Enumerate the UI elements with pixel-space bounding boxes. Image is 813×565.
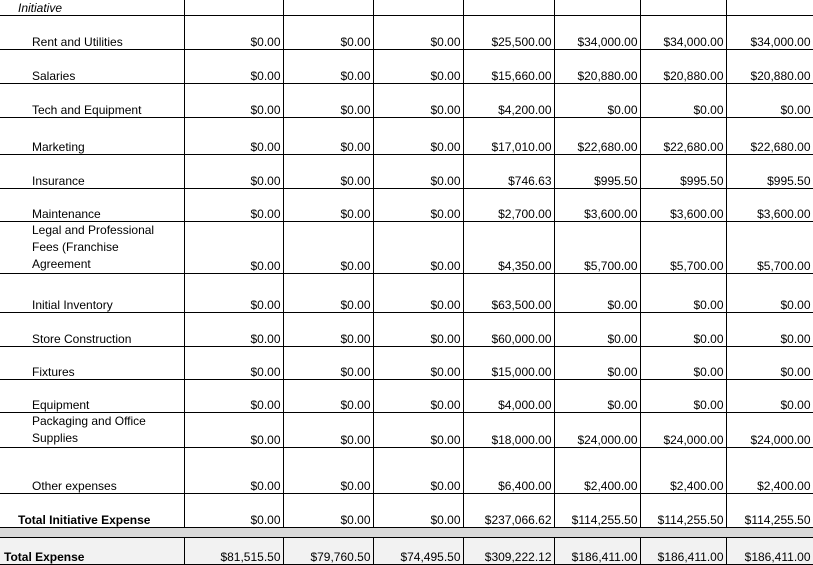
cell[interactable]: $0.00 <box>726 379 813 412</box>
cell[interactable]: $20,880.00 <box>640 49 726 83</box>
separator-row <box>0 527 813 537</box>
cell[interactable]: $0.00 <box>283 49 373 83</box>
cell[interactable]: $114,255.50 <box>726 493 813 527</box>
cell[interactable]: $5,700.00 <box>554 221 640 273</box>
table-row <box>0 379 813 412</box>
cell[interactable]: $2,400.00 <box>640 447 726 493</box>
table-row <box>0 83 813 117</box>
cell[interactable]: $22,680.00 <box>640 117 726 154</box>
cell[interactable]: $4,000.00 <box>463 379 554 412</box>
cell[interactable]: $2,700.00 <box>463 188 554 221</box>
section-title[interactable]: Initiative <box>0 0 184 15</box>
row-label[interactable]: Initial Inventory <box>0 273 184 312</box>
cell[interactable]: $0.00 <box>373 412 463 447</box>
cell[interactable]: $0.00 <box>283 188 373 221</box>
cell[interactable]: $186,411.00 <box>554 537 640 564</box>
cell[interactable]: $0.00 <box>283 379 373 412</box>
cell[interactable]: $0.00 <box>373 49 463 83</box>
cell[interactable]: $2,400.00 <box>726 447 813 493</box>
row-label[interactable]: Store Construction <box>0 312 184 346</box>
cell[interactable]: $34,000.00 <box>726 15 813 49</box>
cell[interactable]: $0.00 <box>283 493 373 527</box>
cell[interactable]: $0.00 <box>373 493 463 527</box>
table-row <box>0 273 813 312</box>
cell[interactable]: $24,000.00 <box>726 412 813 447</box>
cell[interactable]: $0.00 <box>184 49 283 83</box>
cell[interactable]: $0.00 <box>184 15 283 49</box>
cell[interactable]: $0.00 <box>726 83 813 117</box>
cell[interactable] <box>640 0 726 15</box>
row-label[interactable]: Packaging and Office Supplies <box>0 412 184 447</box>
cell[interactable]: $0.00 <box>184 154 283 188</box>
table-row <box>0 15 813 49</box>
cell[interactable]: $0.00 <box>554 312 640 346</box>
cell[interactable]: $3,600.00 <box>640 188 726 221</box>
cell[interactable]: $81,515.50 <box>184 537 283 564</box>
total-initiative-row <box>0 493 813 527</box>
cell[interactable]: $0.00 <box>373 188 463 221</box>
row-label[interactable]: Insurance <box>0 154 184 188</box>
cell[interactable]: $0.00 <box>283 273 373 312</box>
cell[interactable]: $0.00 <box>640 312 726 346</box>
cell[interactable] <box>554 0 640 15</box>
cell[interactable]: $0.00 <box>554 346 640 379</box>
cell[interactable]: $0.00 <box>184 412 283 447</box>
cell[interactable]: $4,200.00 <box>463 83 554 117</box>
cell[interactable]: $5,700.00 <box>640 221 726 273</box>
cell[interactable]: $4,350.00 <box>463 221 554 273</box>
cell[interactable]: $25,500.00 <box>463 15 554 49</box>
cell[interactable]: $0.00 <box>726 273 813 312</box>
row-label[interactable]: Legal and Professional Fees (Franchise Agreement <box>0 221 184 273</box>
cell[interactable]: $186,411.00 <box>640 537 726 564</box>
cell[interactable]: $237,066.62 <box>463 493 554 527</box>
table-row <box>0 154 813 188</box>
table-row <box>0 49 813 83</box>
cell[interactable]: $0.00 <box>283 154 373 188</box>
cell[interactable]: $0.00 <box>373 15 463 49</box>
cell[interactable]: $0.00 <box>373 83 463 117</box>
cell[interactable]: $0.00 <box>283 117 373 154</box>
cell[interactable]: $0.00 <box>184 346 283 379</box>
cell[interactable]: $0.00 <box>283 412 373 447</box>
cell[interactable]: $3,600.00 <box>726 188 813 221</box>
cell[interactable]: $79,760.50 <box>283 537 373 564</box>
row-label[interactable]: Marketing <box>0 117 184 154</box>
cell[interactable] <box>184 0 283 15</box>
separator-cell <box>0 527 813 537</box>
cell[interactable]: $0.00 <box>373 117 463 154</box>
row-label[interactable]: Fixtures <box>0 346 184 379</box>
cell[interactable]: $0.00 <box>373 221 463 273</box>
table-row <box>0 346 813 379</box>
cell[interactable] <box>373 0 463 15</box>
cell[interactable]: $18,000.00 <box>463 412 554 447</box>
cell[interactable]: $6,400.00 <box>463 447 554 493</box>
cell[interactable]: $0.00 <box>640 379 726 412</box>
cell[interactable]: $0.00 <box>283 15 373 49</box>
table-row <box>0 117 813 154</box>
cell[interactable]: $34,000.00 <box>640 15 726 49</box>
cell[interactable]: $0.00 <box>373 346 463 379</box>
cell[interactable]: $34,000.00 <box>554 15 640 49</box>
cell[interactable]: $17,010.00 <box>463 117 554 154</box>
cell[interactable]: $0.00 <box>283 346 373 379</box>
total-initiative-label[interactable]: Total Initiative Expense <box>0 493 184 527</box>
cell[interactable]: $0.00 <box>184 117 283 154</box>
cell[interactable]: $20,880.00 <box>554 49 640 83</box>
cell[interactable]: $63,500.00 <box>463 273 554 312</box>
cell[interactable]: $74,495.50 <box>373 537 463 564</box>
cell[interactable]: $0.00 <box>283 221 373 273</box>
cell[interactable]: $995.50 <box>640 154 726 188</box>
cell[interactable] <box>283 0 373 15</box>
cell[interactable]: $309,222.12 <box>463 537 554 564</box>
table-row <box>0 412 813 447</box>
cell[interactable]: $0.00 <box>283 447 373 493</box>
cell[interactable]: $0.00 <box>373 379 463 412</box>
cell[interactable]: $0.00 <box>184 312 283 346</box>
row-label[interactable]: Equipment <box>0 379 184 412</box>
cell[interactable]: $0.00 <box>373 154 463 188</box>
cell[interactable]: $22,680.00 <box>726 117 813 154</box>
row-label[interactable]: Salaries <box>0 49 184 83</box>
cell[interactable]: $60,000.00 <box>463 312 554 346</box>
cell[interactable]: $0.00 <box>184 379 283 412</box>
cell[interactable]: $186,411.00 <box>726 537 813 564</box>
cell[interactable] <box>463 0 554 15</box>
row-label[interactable]: Maintenance <box>0 188 184 221</box>
cell[interactable]: $0.00 <box>283 312 373 346</box>
cell[interactable]: $15,000.00 <box>463 346 554 379</box>
cell[interactable]: $0.00 <box>726 346 813 379</box>
cell[interactable]: $0.00 <box>184 493 283 527</box>
table-row <box>0 312 813 346</box>
cell[interactable]: $24,000.00 <box>640 412 726 447</box>
cell[interactable] <box>726 0 813 15</box>
cell[interactable]: $0.00 <box>373 273 463 312</box>
section-header-row <box>0 0 813 15</box>
cell[interactable]: $20,880.00 <box>726 49 813 83</box>
cell[interactable]: $114,255.50 <box>554 493 640 527</box>
cell[interactable]: $0.00 <box>373 447 463 493</box>
cell[interactable]: $995.50 <box>554 154 640 188</box>
row-label[interactable]: Rent and Utilities <box>0 15 184 49</box>
cell[interactable]: $0.00 <box>640 273 726 312</box>
total-expense-label[interactable]: Total Expense <box>0 537 184 564</box>
cell[interactable]: $0.00 <box>640 346 726 379</box>
cell[interactable]: $0.00 <box>184 273 283 312</box>
cell[interactable]: $0.00 <box>554 379 640 412</box>
cell[interactable]: $114,255.50 <box>640 493 726 527</box>
cell[interactable]: $0.00 <box>726 312 813 346</box>
table-row <box>0 221 813 273</box>
cell[interactable]: $0.00 <box>184 188 283 221</box>
cell[interactable]: $5,700.00 <box>726 221 813 273</box>
row-label[interactable]: Tech and Equipment <box>0 83 184 117</box>
total-expense-row <box>0 537 813 564</box>
table-row <box>0 188 813 221</box>
row-label[interactable]: Other expenses <box>0 447 184 493</box>
cell[interactable]: $24,000.00 <box>554 412 640 447</box>
cell[interactable]: $0.00 <box>640 83 726 117</box>
cell[interactable]: $995.50 <box>726 154 813 188</box>
cell[interactable]: $0.00 <box>283 83 373 117</box>
cell[interactable]: $2,400.00 <box>554 447 640 493</box>
cell[interactable]: $0.00 <box>554 83 640 117</box>
cell[interactable]: $0.00 <box>184 221 283 273</box>
cell[interactable]: $22,680.00 <box>554 117 640 154</box>
cell[interactable]: $3,600.00 <box>554 188 640 221</box>
cell[interactable]: $0.00 <box>184 447 283 493</box>
cell[interactable]: $0.00 <box>554 273 640 312</box>
cell[interactable]: $15,660.00 <box>463 49 554 83</box>
cell[interactable]: $0.00 <box>184 83 283 117</box>
cell[interactable]: $0.00 <box>373 312 463 346</box>
cell[interactable]: $746.63 <box>463 154 554 188</box>
table-row <box>0 447 813 493</box>
